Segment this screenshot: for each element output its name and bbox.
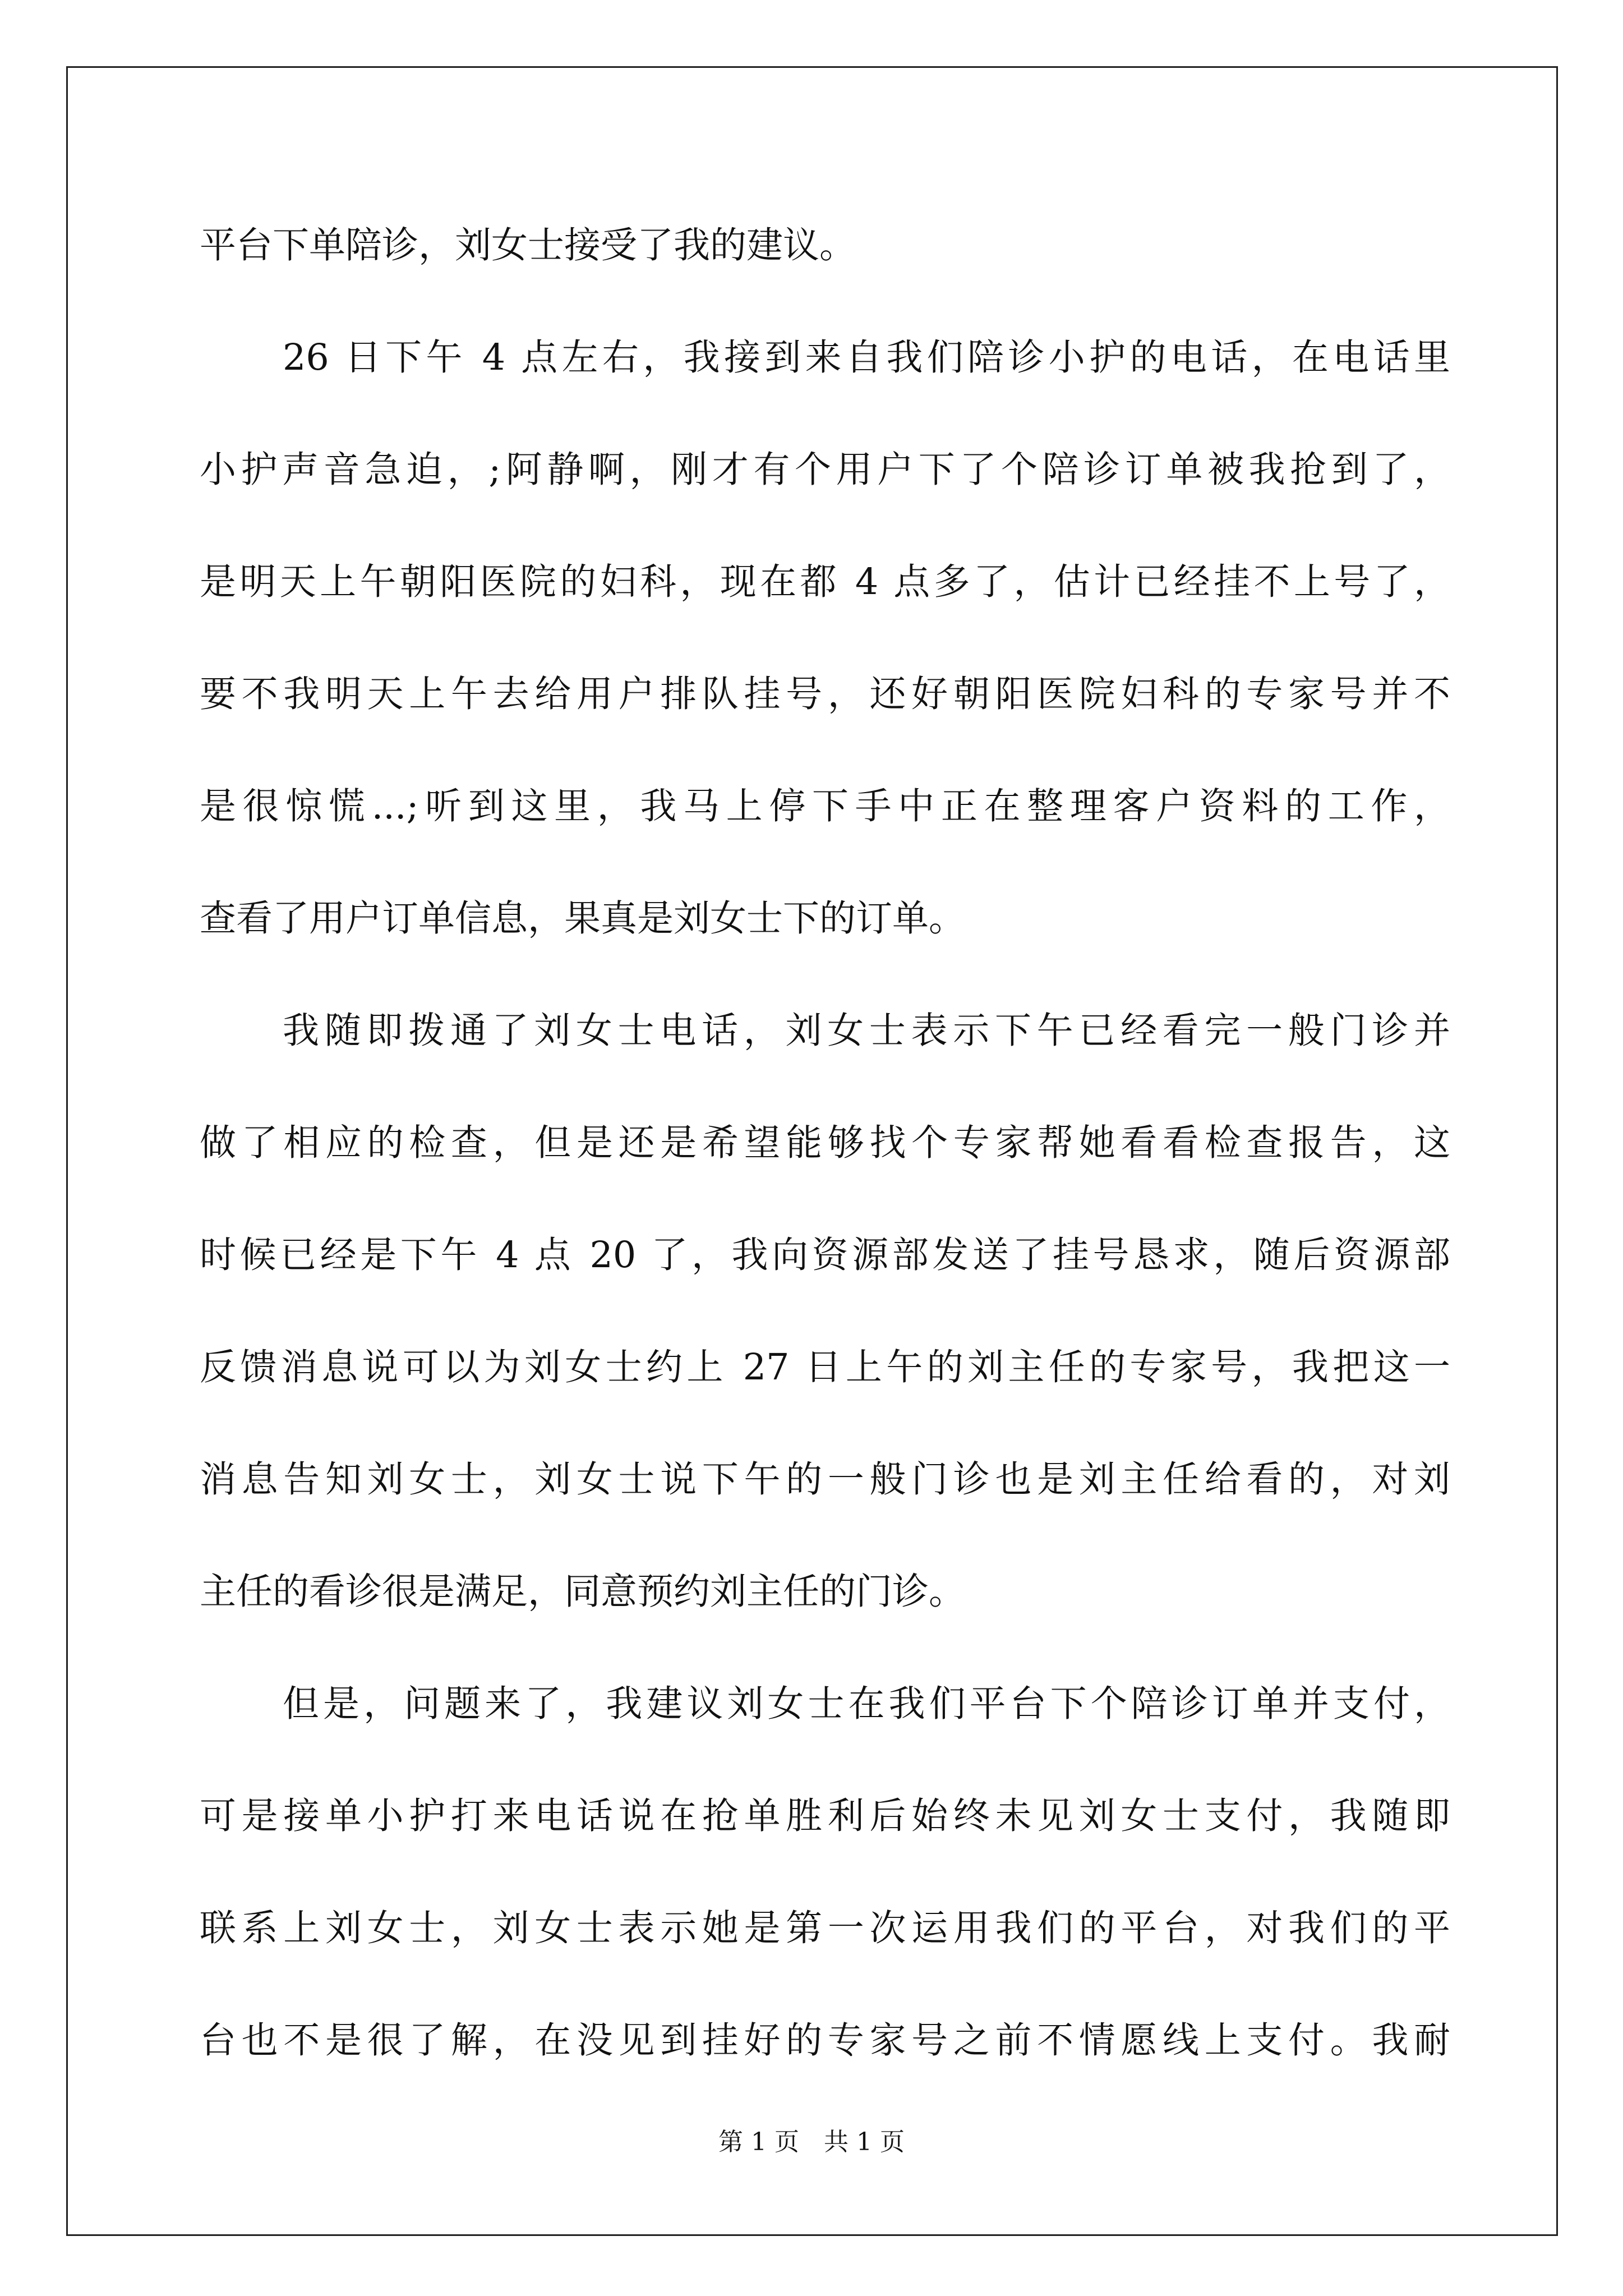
paragraph-line: 反馈消息说可以为刘女士约上 27 日上午的刘主任的专家号，我把这一 <box>200 1346 1450 1388</box>
paragraph-line: 做了相应的检查，但是还是希望能够找个专家帮她看看检查报告，这 <box>200 1122 1450 1164</box>
paragraph-line: 时候已经是下午 4 点 20 了，我向资源部发送了挂号恳求，随后资源部 <box>200 1234 1450 1276</box>
paragraph-line: 联系上刘女士，刘女士表示她是第一次运用我们的平台，对我们的平 <box>200 1907 1450 1949</box>
paragraph-line: 是明天上午朝阳医院的妇科，现在都 4 点多了，估计已经挂不上号了， <box>200 561 1450 603</box>
paragraph-line: 是很惊慌...;听到这里，我马上停下手中正在整理客户资料的工作， <box>200 785 1450 827</box>
paragraph-line: 我随即拨通了刘女士电话，刘女士表示下午已经看完一般门诊并 <box>283 1010 1450 1052</box>
document-body <box>200 190 1450 2097</box>
paragraph-line: 但是，问题来了，我建议刘女士在我们平台下个陪诊订单并支付， <box>283 1683 1450 1725</box>
paragraph-line: 消息告知刘女士，刘女士说下午的一般门诊也是刘主任给看的，对刘 <box>200 1458 1450 1501</box>
paragraph-line: 台也不是很了解，在没见到挂好的专家号之前不情愿线上支付。我耐 <box>200 2019 1450 2062</box>
paragraph-line: 可是接单小护打来电话说在抢单胜利后始终未见刘女士支付，我随即 <box>200 1795 1450 1837</box>
page-number-total: 共 1 页 <box>824 2128 905 2156</box>
paragraph-line: 平台下单陪诊，刘女士接受了我的建议。 <box>200 224 856 266</box>
paragraph-line: 26 日下午 4 点左右，我接到来自我们陪诊小护的电话，在电话里 <box>283 337 1450 379</box>
paragraph-line: 小护声音急迫，;阿静啊，刚才有个用户下了个陪诊订单被我抢到了， <box>200 449 1450 491</box>
paragraph-line: 查看了用户订单信息，果真是刘女士下的订单。 <box>200 898 966 940</box>
paragraph-line: 主任的看诊很是满足，同意预约刘主任的门诊。 <box>200 1571 966 1613</box>
paragraph-line: 要不我明天上午去给用户排队挂号，还好朝阳医院妇科的专家号并不 <box>200 673 1450 715</box>
page-footer <box>0 2122 1623 2157</box>
page-number-current: 第 1 页 <box>718 2128 799 2156</box>
